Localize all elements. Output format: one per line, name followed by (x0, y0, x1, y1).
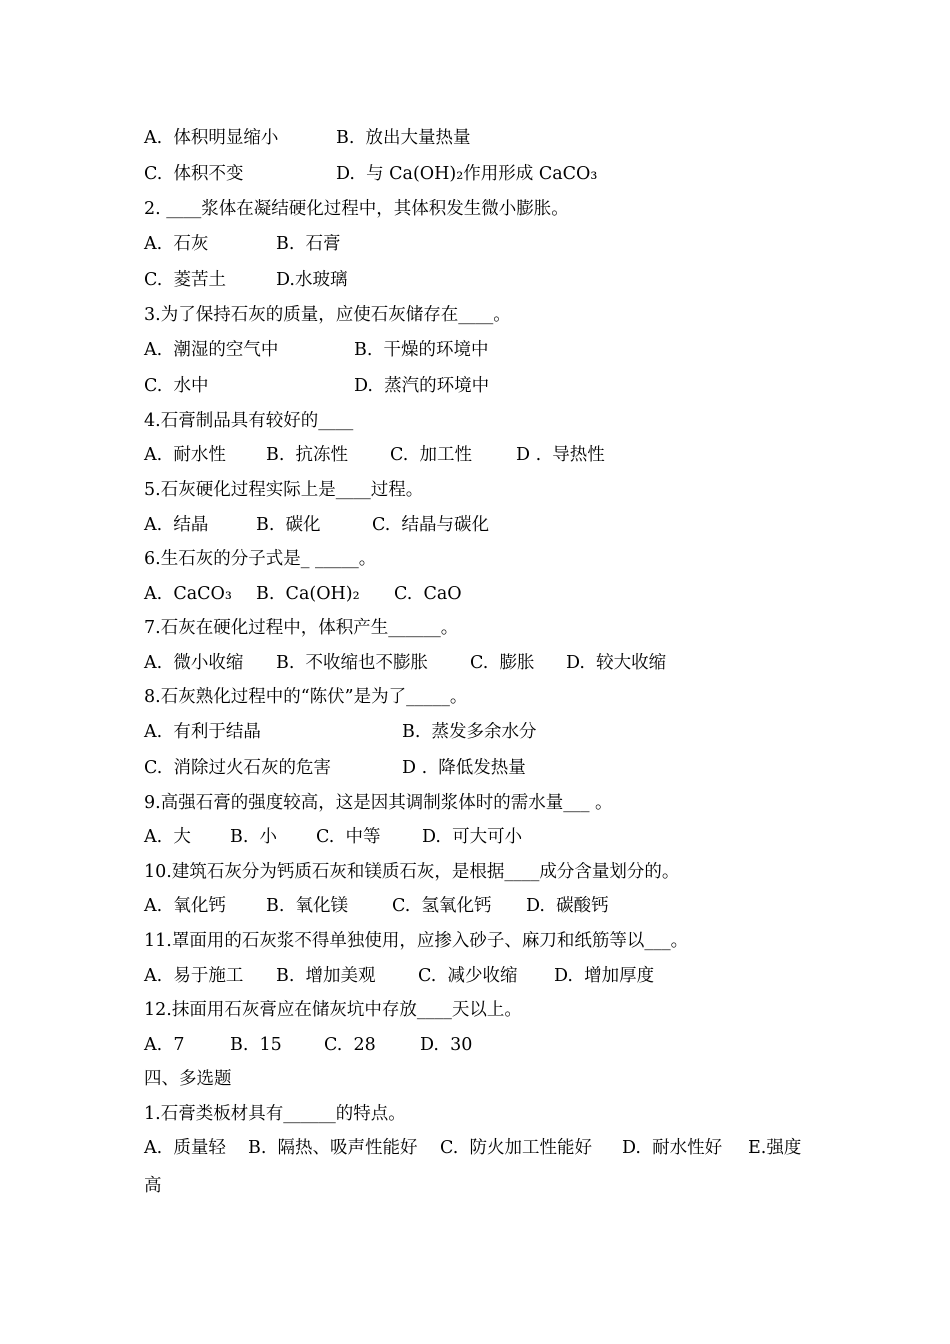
answer-option: C. 膨胀 (470, 653, 535, 673)
answer-option: C. 体积不变 (144, 164, 244, 184)
question-text: 6.生石灰的分子式是_ _____。 (144, 549, 377, 569)
answer-option: B. 抗冻性 (266, 445, 349, 465)
answer-option: A. 石灰 (144, 234, 209, 254)
answer-option: C. 防火加工性能好 (440, 1138, 592, 1158)
question-text: 高 (144, 1176, 162, 1196)
answer-option: B. Ca(OH)₂ (256, 584, 360, 604)
answer-options-row (144, 720, 844, 744)
question-text: 1.石膏类板材具有______的特点。 (144, 1104, 406, 1124)
answer-options-row (144, 756, 844, 780)
answer-option: A. CaCO₃ (144, 584, 232, 604)
answer-options-row (144, 582, 844, 606)
answer-option: C. CaO (394, 584, 462, 604)
answer-option: C. 结晶与碳化 (372, 515, 489, 535)
question-text: 12.抹面用石灰膏应在储灰坑中存放____天以上。 (144, 1000, 522, 1020)
answer-option: C. 28 (324, 1035, 376, 1055)
answer-option: A. 易于施工 (144, 966, 244, 986)
answer-option: D. 蒸汽的环境中 (354, 376, 490, 396)
answer-options-row (144, 126, 844, 150)
answer-option: A. 微小收缩 (144, 653, 244, 673)
answer-option: D. 耐水性好 (622, 1138, 723, 1158)
answer-options-row (144, 1033, 844, 1057)
answer-option: D. 30 (420, 1035, 473, 1055)
answer-option: B. 增加美观 (276, 966, 376, 986)
answer-options-row (144, 825, 844, 849)
answer-option: A. 7 (144, 1035, 185, 1055)
answer-option: D. 较大收缩 (566, 653, 667, 673)
answer-options-row (144, 374, 844, 398)
answer-option: C. 减少收缩 (418, 966, 518, 986)
answer-option: A. 耐水性 (144, 445, 226, 465)
answer-option: D. 与 Ca(OH)₂作用形成 CaCO₃ (336, 164, 598, 184)
question-text: 7.石灰在硬化过程中，体积产生______。 (144, 618, 459, 638)
answer-options-row (144, 894, 844, 918)
answer-option: D. 增加厚度 (554, 966, 655, 986)
question-text: 10.建筑石灰分为钙质石灰和镁质石灰，是根据____成分含量划分的。 (144, 862, 680, 882)
answer-options-row (144, 268, 844, 292)
answer-option: C. 水中 (144, 376, 209, 396)
answer-option: B. 石膏 (276, 234, 341, 254)
answer-option: D.水玻璃 (276, 270, 348, 290)
section-heading: 四、多选题 (144, 1069, 232, 1089)
question-text: 8.石灰熟化过程中的“陈伏”是为了_____。 (144, 687, 468, 707)
question-text: 5.石灰硬化过程实际上是____过程。 (144, 480, 424, 500)
answer-option: B. 干燥的环境中 (354, 340, 489, 360)
answer-option: D . 导热性 (516, 445, 605, 465)
answer-option: A. 有利于结晶 (144, 722, 261, 742)
question-text: 2. ____浆体在凝结硬化过程中，其体积发生微小膨胀。 (144, 199, 569, 219)
answer-option: C. 菱苦土 (144, 270, 226, 290)
answer-option: C. 氢氧化钙 (392, 896, 492, 916)
answer-option: D. 碳酸钙 (526, 896, 609, 916)
answer-option: B. 不收缩也不膨胀 (276, 653, 429, 673)
answer-option: A. 潮湿的空气中 (144, 340, 279, 360)
question-text: 9.高强石膏的强度较高，这是因其调制浆体时的需水量___ 。 (144, 793, 613, 813)
answer-option: B. 放出大量热量 (336, 128, 471, 148)
answer-options-row (144, 443, 844, 467)
question-text: 11.罩面用的石灰浆不得单独使用，应掺入砂子、麻刀和纸筋等以___。 (144, 931, 689, 951)
answer-option: E.强度 (748, 1138, 802, 1158)
answer-options-row (144, 162, 844, 186)
answer-option: B. 碳化 (256, 515, 321, 535)
answer-option: B. 小 (230, 827, 278, 847)
question-text: 3.为了保持石灰的质量，应使石灰储存在____。 (144, 305, 511, 325)
answer-options-row (144, 513, 844, 537)
answer-option: A. 结晶 (144, 515, 209, 535)
answer-options-row (144, 964, 844, 988)
answer-options-row (144, 338, 844, 362)
answer-option: A. 氧化钙 (144, 896, 226, 916)
answer-option: B. 氧化镁 (266, 896, 349, 916)
answer-option: B. 隔热、吸声性能好 (248, 1138, 418, 1158)
answer-option: D. 可大可小 (422, 827, 523, 847)
answer-options-row (144, 1136, 844, 1160)
answer-option: C. 消除过火石灰的危害 (144, 758, 331, 778)
answer-option: A. 质量轻 (144, 1138, 226, 1158)
answer-options-row (144, 651, 844, 675)
answer-option: C. 中等 (316, 827, 381, 847)
answer-option: B. 15 (230, 1035, 282, 1055)
answer-option: A. 大 (144, 827, 191, 847)
answer-option: C. 加工性 (390, 445, 472, 465)
answer-option: D . 降低发热量 (402, 758, 526, 778)
answer-option: B. 蒸发多余水分 (402, 722, 537, 742)
answer-options-row (144, 232, 844, 256)
question-text: 4.石膏制品具有较好的____ (144, 411, 354, 431)
answer-option: A. 体积明显缩小 (144, 128, 279, 148)
